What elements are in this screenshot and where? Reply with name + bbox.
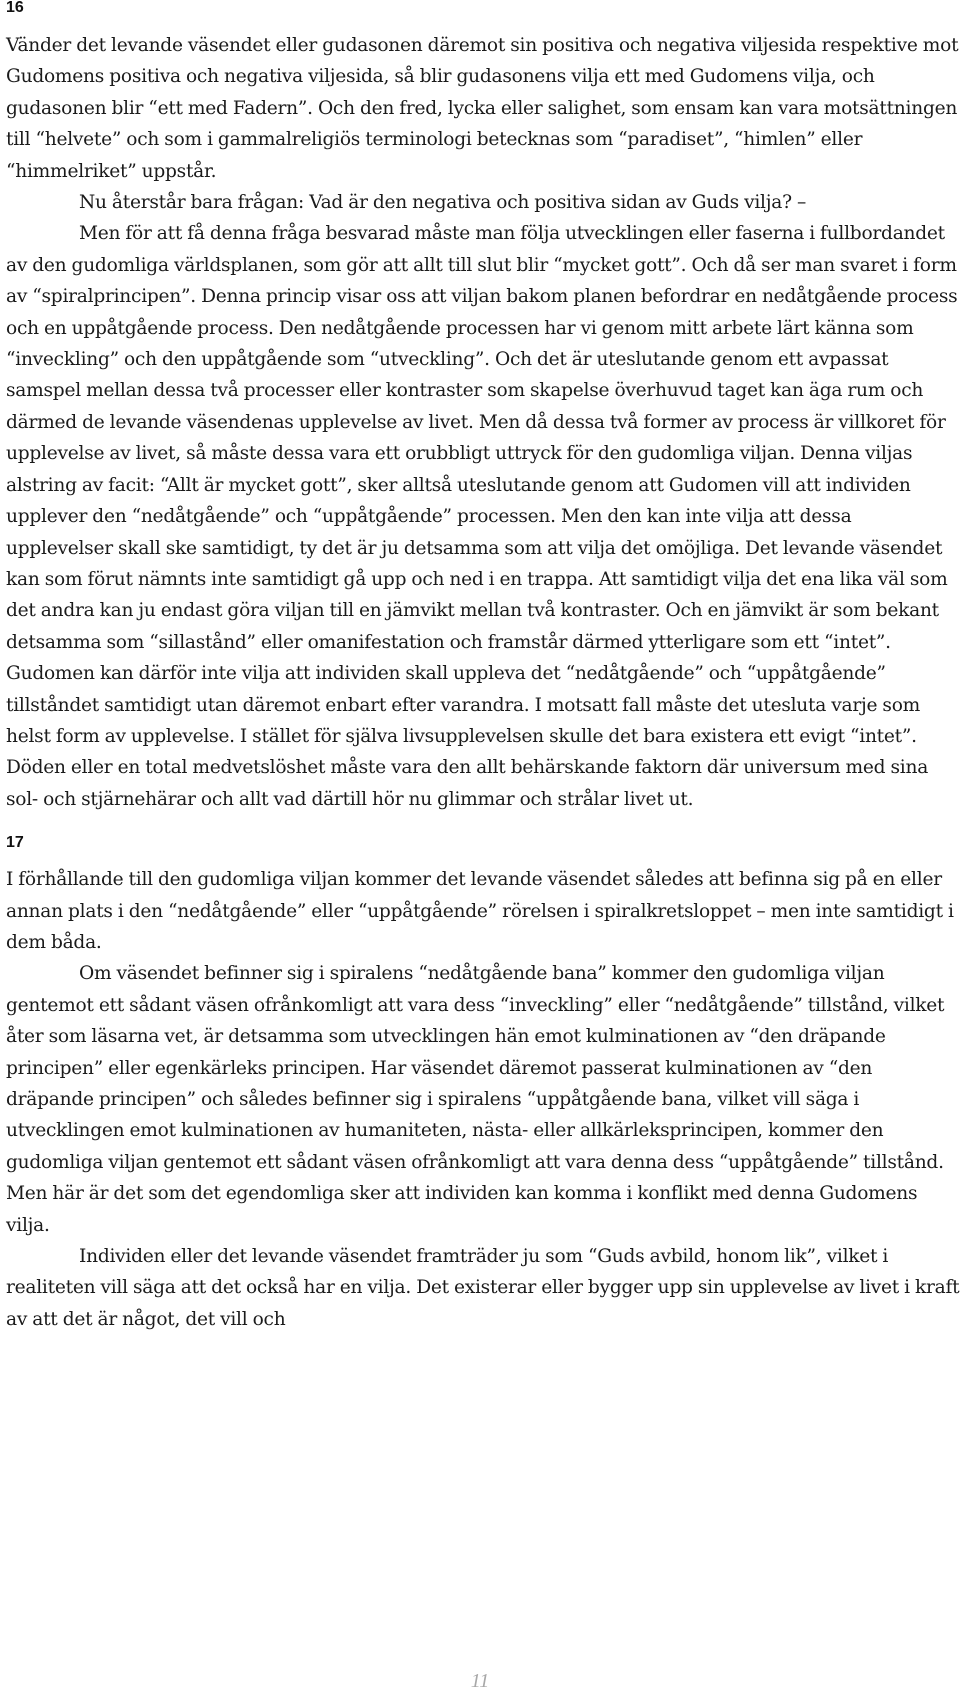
section-17 xyxy=(6,835,960,1335)
paragraph: Vänder det levande väsendet eller gudasonen däremot sin positiva och negativa viljesida respektive mot Gudomens positiva och negativa viljesida, så blir gudasonens vilja ett med Gudomens vilja, och gudasonen blir “ett med Fadern”. Och den fred, lycka eller salighet, som ensam kan vara motsättningen till “helvete” och som i gammalreligiös terminologi betecknas som “paradiset”, “himlen” eller “himmelriket” uppstår. xyxy=(6,35,959,182)
paragraph: Men för att få denna fråga besvarad måste man följa utvecklingen eller faserna i fullbordandet av den gudomliga världsplanen, som gör att allt till slut blir “mycket gott”. Och då ser man svaret i form av “spiralprincipen”. Denna princip visar oss att viljan bakom planen befordrar en nedåtgående process och en uppåtgående process. Den nedåtgående processen har vi genom mitt arbete lärt känna som “inveckling” och den uppåtgående som “utveckling”. Och det är uteslutande genom ett avpassat samspel mellan dessa två processer eller kontraster som skapelse överhuvud taget kan äga rum och därmed de levande väsendenas upplevelse av livet. Men då dessa två former av process är villkoret för upplevelse av livet, så måste dessa vara ett orubbligt uttryck för den gudomliga viljan. Denna viljas alstring av facit: “Allt är mycket gott”, sker alltså uteslutande genom att Gudomen vill att individen upplever den “nedåtgående” och “uppåtgående” processen. Men den kan inte vilja att dessa upplevelser skall ske samtidigt, ty det är ju detsamma som att vilja det omöjliga. Det levande väsendet kan som förut nämnts inte samtidigt gå upp och ned i en trappa. Att samtidigt vilja det ena lika väl som det andra kan ju endast göra viljan till en jämvikt mellan två kontraster. Och en jämvikt är som bekant detsamma som “sillastånd” eller omanifestation och framstår därmed ytterligare som ett “intet”. Gudomen kan därför inte vilja att individen skall uppleva det “nedåtgående” och “uppåtgående” tillståndet samtidigt utan däremot enbart efter varandra. I motsatt fall måste det utesluta varje som helst form av upplevelse. I stället för själva livsupplevelsen skulle det bara existera ett evigt “intet”. Döden eller en total medvetslöshet måste vara den allt behärskande faktorn där universum med sina sol- och stjärnehärar och allt vad därtill hör nu glimmar och strålar livet ut. xyxy=(6,223,958,810)
section-16 xyxy=(6,0,960,815)
section-number: 17 xyxy=(6,834,24,852)
paragraph: Individen eller det levande väsendet framträder ju som “Guds avbild, honom lik”, vilket i realiteten vill säga att det också har en vilja. Det existerar eller bygger upp sin upplevelse av livet i kraft av att det är något, det vill och xyxy=(6,1246,960,1330)
page-content xyxy=(6,0,960,1335)
paragraph: Om väsendet befinner sig i spiralens “nedåtgående bana” kommer den gudomliga viljan gentemot ett sådant väsen ofrånkomligt att vara dess “inveckling” eller “nedåtgående” tillstånd, vilket åter som läsarna vet, är detsamma som utvecklingen hän emot kulminationen av “den dräpande principen” eller egenkärleks principen. Har väsendet däremot passerat kulminationen av “den dräpande principen” och således befinner sig i spiralens “uppåtgående bana, vilket vill säga i utvecklingen emot kulminationen av humaniteten, nästa- eller allkärleksprincipen, kommer den gudomliga viljan gentemot ett sådant väsen ofrånkomligt att vara denna dess “uppåtgående” tillstånd. Men här är det som det egendomliga sker att individen kan komma i konflikt med denna Gudomens vilja. xyxy=(6,963,945,1236)
paragraph: I förhållande till den gudomliga viljan kommer det levande väsendet således att befinna sig på en eller annan plats i den “nedåtgående” eller “uppåtgående” rörelsen i spiralkretsloppet – men inte samtidigt i dem båda. xyxy=(6,869,954,953)
section-number: 16 xyxy=(6,0,24,16)
page-number: 11 xyxy=(470,1670,490,1692)
paragraph: Nu återstår bara frågan: Vad är den negativa och positiva sidan av Guds vilja? – xyxy=(79,192,807,214)
